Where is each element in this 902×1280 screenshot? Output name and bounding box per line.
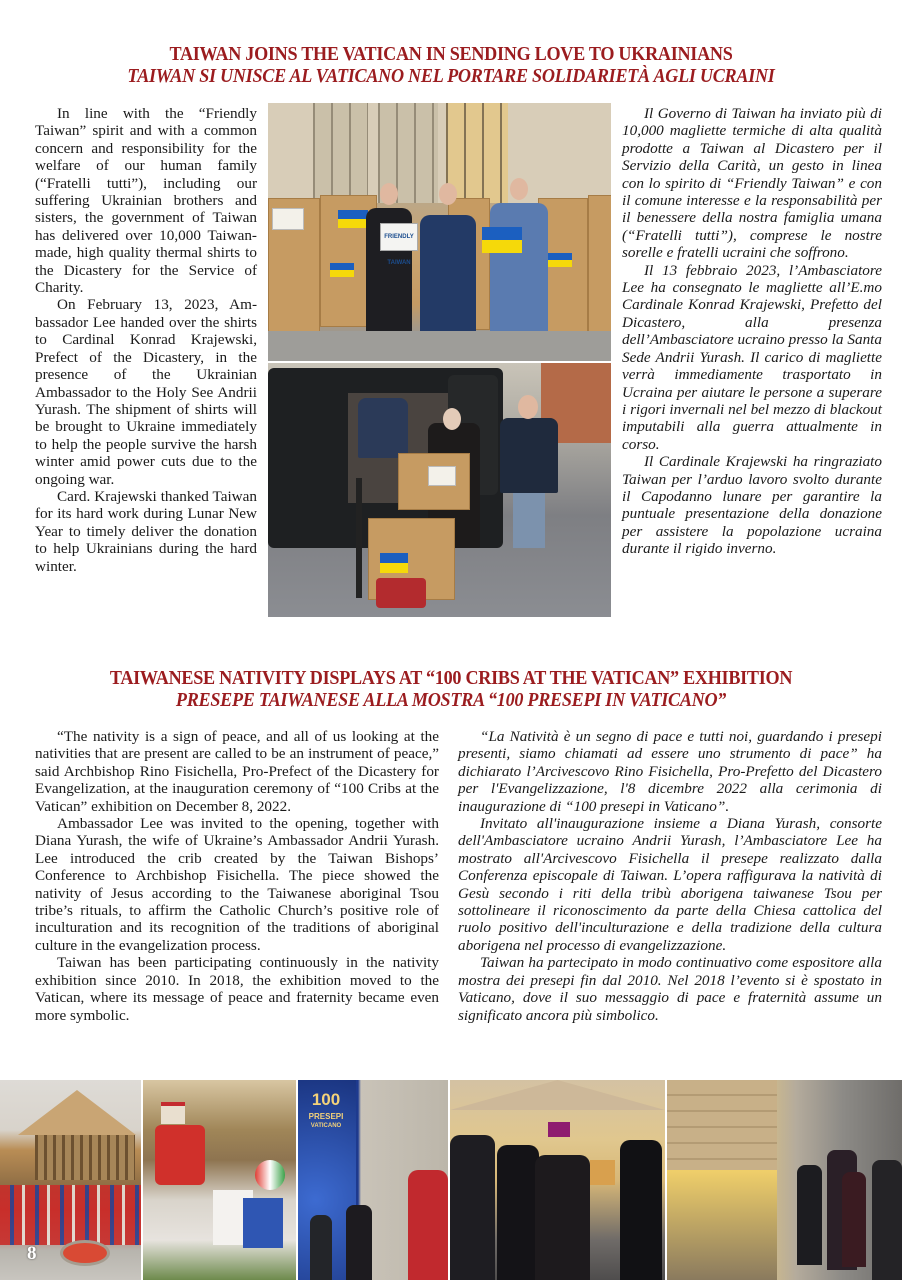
paragraph: “The nativity is a sign of peace, and all of us looking at the nativities that are present are called to be an instrument of peace,” said Archbishop Rino Fisichella, Pro-Prefect of the Dicastery for Evangelization, at the inauguration ceremony of “100 Cribs at the Vatican” exhibition on December 8, 2022. bbox=[35, 728, 439, 815]
friendly-taiwan-sign: FRIENDLY TAIWAN bbox=[380, 223, 418, 251]
photo-donation-boxes bbox=[268, 103, 611, 361]
photo-tsou-figurines bbox=[143, 1080, 296, 1280]
paragraph: Ambassador Lee was invited to the opening, together with Diana Yurash, the wife of Ukraine’s Ambassador Andrii Yurash. Lee introduced the crib created by the Taiwan Bishops’ Conference to Archbishop Fisichella. The piece showed the nativity of Jesus according to the Taiwanese aboriginal Tsou tribe’s rituals, to affirm the Catholic Church’s positive role of inculturation and its recognition of the traditions of aboriginal culture in the evangelization process. bbox=[35, 815, 439, 954]
article2-italian-column bbox=[458, 728, 882, 1024]
photo-loading-van bbox=[268, 363, 611, 617]
paragraph: “La Natività è un segno di pace e tutti noi, guardando i presepi presenti, siamo chiamati ad essere uno strumento di pace” ha dichiarato l’Arcivescovo Rino Fisichella, Pro-Prefetto del Dicastero per l'Evangelizzazione, l'8 dicembre 2022 alla cerimonia di inaugurazione di “100 presepi in Vaticano”. bbox=[458, 728, 882, 815]
paragraph: Il Cardinale Krajewski ha ringraziato Taiwan per l’arduo lavoro svolto durante il Capodanno lunare per garantire la puntuale presentazione della donazione per assistere la popolazione ucraina durante il rigido inverno. bbox=[622, 453, 882, 558]
banner-line2: VATICANO bbox=[310, 1123, 342, 1129]
paragraph: On February 13, 2023, Ambassador Lee handed over the shirts to Cardinal Konrad Krajewski, Prefect of the Dicastery, in the presence of the Ukrainian Ambassador to the Holy See Andrii Yurash. The shipment of shirts will be brought to Ukraine immediately to help the people survive the harsh winter amid power cuts due to the ongoing war. bbox=[35, 296, 257, 488]
paragraph: Card. Krajewski thanked Taiwan for its hard work during Lunar New Year to timely deliver the donation to help Ukrainians during the hard winter. bbox=[35, 487, 257, 575]
flags-sign bbox=[482, 227, 522, 253]
article1-title-it: TAIWAN SI UNISCE AL VATICANO NEL PORTARE SOLIDARIETÀ AGLI UCRAINI bbox=[127, 66, 775, 87]
article2-english-column bbox=[35, 728, 439, 1024]
article1-title-en: TAIWAN JOINS THE VATICAN IN SENDING LOVE TO UKRAINIANS bbox=[169, 44, 733, 65]
photo-100-presepi-banner bbox=[298, 1080, 448, 1280]
banner-number: 100 bbox=[311, 1090, 341, 1109]
paragraph: Il 13 febbraio 2023, l’Ambasciatore Lee ha consegnato le magliette all’E.mo Cardinale Konrad Krajewski, Prefetto del Dicastero, alla presenza dell’Ambasciatore ucraino presso la Santa Sede Andrii Yurash. Il carico di magliette verrà immediamente trasportato in Ucraina per aiutare le persone a superare i rigori invernali nel bel mezzo di blackout imputabili alla guerra attualmente in corso. bbox=[622, 261, 882, 453]
paragraph: Taiwan ha partecipato in modo continuativo come espositore alla mostra dei presepi fin dal 2010. Nel 2018 l’evento si è spostato in Vaticano, dove il suo messaggio di pace e fraternità assume un significato ancora più simbolico. bbox=[458, 954, 882, 1024]
photo-viewing-crib bbox=[667, 1080, 902, 1280]
banner-line1: PRESEPI bbox=[308, 1112, 344, 1121]
paragraph: In line with the “Friendly Taiwan” spirit and with a common concern and responsibility for the welfare of our human family (“Fratelli tutti”), including our suffering Ukrainian brothers and sisters, the government of Taiwan has delivered over 10,000 Taiwan-made, high quality thermal shirts to the Dicastery for the Service of Charity. bbox=[35, 105, 257, 297]
article1-italian-column bbox=[622, 105, 882, 558]
article1-english-column bbox=[35, 105, 257, 575]
page-number: 8 bbox=[27, 1243, 37, 1264]
paragraph: Taiwan has been participating continuously in the nativity exhibition since 2010. In 2018, the exhibition moved to the Vatican, where its message of peace and fraternity became even more symbolic. bbox=[35, 954, 439, 1024]
article1-headline bbox=[0, 44, 902, 88]
paragraph: Il Governo di Taiwan ha inviato più di 10,000 magliette termiche di alta qualità prodotte a Taiwan al Dicastero per il Servizio della Carità, un gesto in linea con lo spirito di “Friendly Taiwan” e con il comune interesse e la responsabilità per il benessere della nostra famiglia umana (“Fratelli tutti”), comprese le nostre sorelle e fratelli ucraini che soffrono. bbox=[622, 105, 882, 262]
photo-tsou-nativity-hut bbox=[0, 1080, 141, 1280]
photo-delegation-at-crib bbox=[450, 1080, 665, 1280]
article2-title-en: TAIWANESE NATIVITY DISPLAYS AT “100 CRIBS AT THE VATICAN” EXHIBITION bbox=[109, 668, 793, 689]
article2-headline bbox=[0, 668, 902, 712]
paragraph: Invitato all'inaugurazione insieme a Diana Yurash, consorte dell'Ambasciatore ucraino Andrii Yurash, l’Ambasciatore Lee ha mostrato all'Arcivescovo Fisichella il presepe realizzato dalla Conferenza episcopale di Taiwan. L’opera raffigurava la natività di Gesù secondo i riti della tribù aborigena taiwanese Tsou per sottolineare il riconoscimento da parte della Chiesa cattolica del ruolo positivo dell'inculturazione e della tradizione della cultura aborigena nel processo di evangelizzazione. bbox=[458, 815, 882, 954]
article2-title-it: PRESEPE TAIWANESE ALLA MOSTRA “100 PRESEPI IN VATICANO” bbox=[175, 690, 727, 711]
